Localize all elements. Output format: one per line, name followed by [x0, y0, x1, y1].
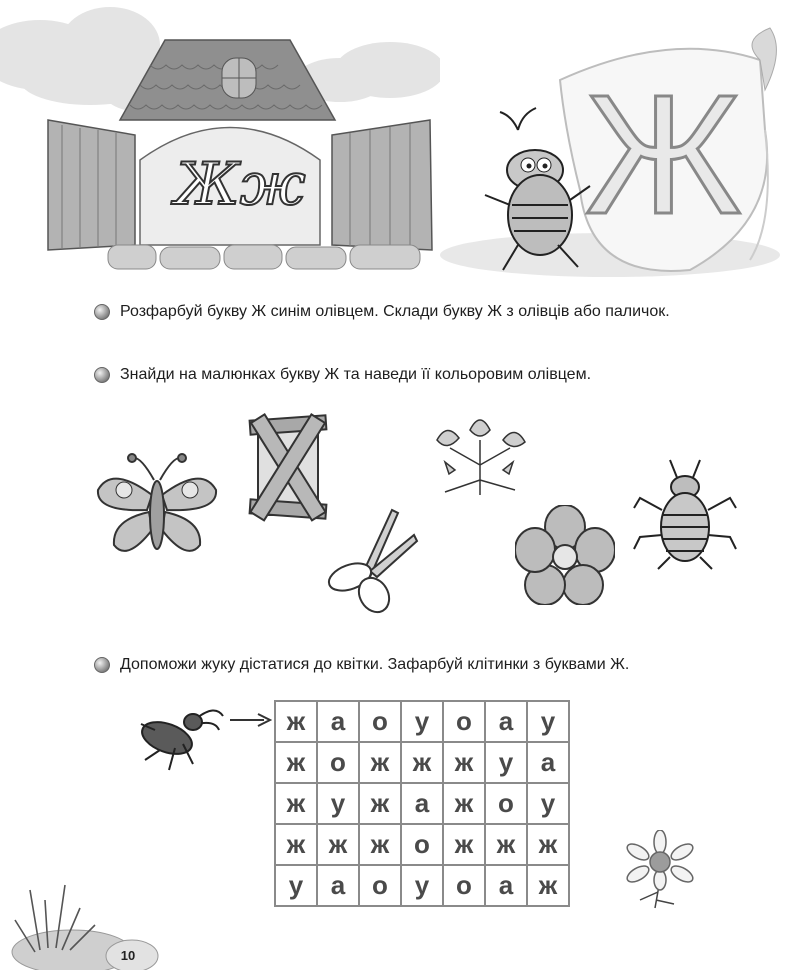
- grid-cell[interactable]: у: [402, 866, 444, 907]
- bullet-icon: [94, 304, 110, 320]
- grid-cell[interactable]: о: [486, 784, 528, 825]
- grid-cell[interactable]: о: [360, 866, 402, 907]
- grid-cell[interactable]: ж: [444, 825, 486, 866]
- task-3: [94, 656, 629, 674]
- task-1-text: Розфарбуй букву Ж синім олівцем. Склади букву Ж з олівців або паличок.: [120, 303, 670, 320]
- grid-cell[interactable]: а: [486, 866, 528, 907]
- big-letter: Ж: [585, 60, 742, 250]
- grid-cell[interactable]: ж: [486, 825, 528, 866]
- grid-cell[interactable]: ж: [276, 784, 318, 825]
- page-number: 10: [120, 947, 136, 963]
- grid-cell[interactable]: ж: [444, 784, 486, 825]
- grid-cell[interactable]: о: [318, 743, 360, 784]
- grid-cell[interactable]: о: [402, 825, 444, 866]
- grid-cell[interactable]: а: [318, 702, 360, 743]
- house-illustration: [0, 0, 440, 275]
- butterfly-picture[interactable]: [92, 450, 222, 565]
- task-3-text: Допоможи жуку дістатися до квітки. Зафарбуй клітинки з буквами Ж.: [120, 656, 630, 673]
- flower-picture[interactable]: [515, 505, 615, 605]
- letter-grid: [274, 700, 570, 907]
- grid-cell[interactable]: у: [528, 784, 570, 825]
- grid-cell[interactable]: ж: [276, 702, 318, 743]
- grid-cell[interactable]: ж: [528, 825, 570, 866]
- bullet-icon: [94, 367, 110, 383]
- stag-beetle-icon: [135, 700, 225, 775]
- grid-cell[interactable]: ж: [276, 743, 318, 784]
- grid-cell[interactable]: у: [318, 784, 360, 825]
- grid-cell[interactable]: а: [318, 866, 360, 907]
- grid-cell[interactable]: ж: [528, 866, 570, 907]
- grid-cell[interactable]: ж: [444, 743, 486, 784]
- scissors-picture[interactable]: [322, 505, 422, 615]
- grid-cell[interactable]: ж: [360, 743, 402, 784]
- task-2-text: Знайди на малюнках букву Ж та наведи її кольоровим олівцем.: [120, 366, 592, 383]
- grid-cell[interactable]: а: [402, 784, 444, 825]
- grid-cell[interactable]: ж: [276, 825, 318, 866]
- grid-cell[interactable]: ж: [360, 825, 402, 866]
- grid-cell[interactable]: ж: [318, 825, 360, 866]
- sign-letters: Жж: [174, 150, 306, 218]
- flowers-picture[interactable]: [425, 410, 535, 500]
- grid-cell[interactable]: а: [486, 702, 528, 743]
- grid-cell[interactable]: у: [402, 702, 444, 743]
- arrow-icon: [228, 710, 272, 730]
- grid-cell[interactable]: у: [528, 702, 570, 743]
- task-2: [94, 366, 591, 384]
- grid-cell[interactable]: о: [360, 702, 402, 743]
- grid-cell[interactable]: у: [276, 866, 318, 907]
- grid-cell[interactable]: ж: [402, 743, 444, 784]
- bullet-icon: [94, 657, 110, 673]
- beetle-picture[interactable]: [630, 455, 740, 570]
- grid-cell[interactable]: а: [528, 743, 570, 784]
- daisy-icon: [620, 830, 700, 910]
- grid-cell[interactable]: у: [486, 743, 528, 784]
- task-1: [94, 303, 670, 321]
- grid-cell[interactable]: о: [444, 702, 486, 743]
- grid-cell[interactable]: о: [444, 866, 486, 907]
- grid-cell[interactable]: ж: [360, 784, 402, 825]
